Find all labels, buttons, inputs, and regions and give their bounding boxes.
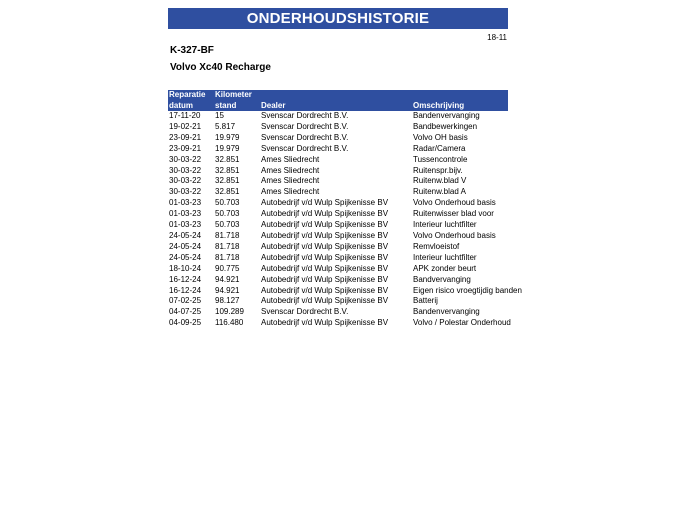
table-row <box>168 253 508 264</box>
header-blank-omschrijving <box>412 90 508 101</box>
cell-omschrijving: Tussencontrole <box>413 154 468 164</box>
cell-omschrijving: Volvo Onderhoud basis <box>413 230 496 240</box>
cell-dealer: Ames Sliedrecht <box>261 165 320 175</box>
cell-dealer: Autobedrijf v/d Wulp Spijkenisse BV <box>261 230 389 240</box>
cell-omschrijving: Eigen risico vroegtijdig banden <box>413 285 522 295</box>
table-row <box>168 231 508 242</box>
cell-omschrijving: Remvloeistof <box>413 241 460 251</box>
print-date: 18-11 <box>487 33 507 42</box>
cell-kilometerstand: 81.718 <box>215 241 240 251</box>
header-blank-dealer <box>260 90 412 101</box>
cell-datum: 16-12-24 <box>169 285 202 295</box>
header-kilometer: Kilometer <box>214 90 260 101</box>
license-plate: K-327-BF <box>170 45 214 56</box>
header-dealer: Dealer <box>260 101 412 112</box>
header-datum: datum <box>168 101 214 112</box>
cell-dealer: Autobedrijf v/d Wulp Spijkenisse BV <box>261 296 389 306</box>
cell-datum: 01-03-23 <box>169 209 202 219</box>
cell-datum: 30-03-22 <box>169 176 202 186</box>
cell-datum: 23-09-21 <box>169 132 202 142</box>
table-row <box>168 155 508 166</box>
table-row <box>168 144 508 155</box>
cell-omschrijving: Bandenvervanging <box>413 307 480 317</box>
cell-dealer: Svenscar Dordrecht B.V. <box>261 143 349 153</box>
cell-datum: 23-09-21 <box>169 143 202 153</box>
table-row <box>168 242 508 253</box>
cell-omschrijving: Ruitenw.blad V <box>413 176 467 186</box>
cell-datum: 24-05-24 <box>169 252 202 262</box>
cell-omschrijving: Radar/Camera <box>413 143 466 153</box>
table-row <box>168 318 508 329</box>
cell-dealer: Autobedrijf v/d Wulp Spijkenisse BV <box>261 274 389 284</box>
header-row-2 <box>168 101 508 112</box>
cell-kilometerstand: 94.921 <box>215 285 240 295</box>
cell-omschrijving: Bandvervanging <box>413 274 471 284</box>
cell-kilometerstand: 98.127 <box>215 296 240 306</box>
cell-kilometerstand: 81.718 <box>215 230 240 240</box>
cell-datum: 04-07-25 <box>169 307 202 317</box>
table-row <box>168 307 508 318</box>
cell-datum: 24-05-24 <box>169 230 202 240</box>
table-row <box>168 176 508 187</box>
cell-datum: 07-02-25 <box>169 296 202 306</box>
cell-dealer: Autobedrijf v/d Wulp Spijkenisse BV <box>261 198 389 208</box>
cell-kilometerstand: 94.921 <box>215 274 240 284</box>
cell-omschrijving: Bandenvervanging <box>413 111 480 120</box>
cell-dealer: Autobedrijf v/d Wulp Spijkenisse BV <box>261 220 389 230</box>
header-row-1 <box>168 90 508 101</box>
cell-omschrijving: Ruitenwisser blad voor <box>413 209 494 219</box>
cell-dealer: Svenscar Dordrecht B.V. <box>261 121 349 131</box>
table-row <box>168 209 508 220</box>
cell-datum: 30-03-22 <box>169 154 202 164</box>
cell-omschrijving: Volvo / Polestar Onderhoud <box>413 318 511 328</box>
table-row <box>168 122 508 133</box>
table-row <box>168 286 508 297</box>
cell-datum: 24-05-24 <box>169 241 202 251</box>
cell-kilometerstand: 32.851 <box>215 176 240 186</box>
header-omschrijving: Omschrijving <box>412 101 508 112</box>
maintenance-table-container <box>168 90 522 329</box>
cell-datum: 01-03-23 <box>169 220 202 230</box>
cell-omschrijving: Batterij <box>413 296 438 306</box>
cell-datum: 01-03-23 <box>169 198 202 208</box>
cell-dealer: Autobedrijf v/d Wulp Spijkenisse BV <box>261 209 389 219</box>
cell-omschrijving: Volvo Onderhoud basis <box>413 198 496 208</box>
cell-omschrijving: APK zonder beurt <box>413 263 477 273</box>
cell-kilometerstand: 19.979 <box>215 132 240 142</box>
cell-dealer: Ames Sliedrecht <box>261 154 320 164</box>
cell-omschrijving: Bandbewerkingen <box>413 121 478 131</box>
page-title: ONDERHOUDSHISTORIE <box>168 8 508 29</box>
table-row <box>168 111 508 122</box>
cell-dealer: Autobedrijf v/d Wulp Spijkenisse BV <box>261 241 389 251</box>
header-reparatie: Reparatie <box>168 90 214 101</box>
cell-datum: 17-11-20 <box>169 111 201 120</box>
cell-dealer: Ames Sliedrecht <box>261 187 320 197</box>
cell-kilometerstand: 32.851 <box>215 154 240 164</box>
cell-kilometerstand: 109.289 <box>215 307 244 317</box>
cell-kilometerstand: 81.718 <box>215 252 240 262</box>
cell-omschrijving: Interieur luchtfilter <box>413 252 477 262</box>
cell-kilometerstand: 50.703 <box>215 209 240 219</box>
cell-kilometerstand: 116.480 <box>215 318 244 328</box>
table-row <box>168 220 508 231</box>
cell-datum: 04-09-25 <box>169 318 202 328</box>
table-row <box>168 133 508 144</box>
cell-dealer: Svenscar Dordrecht B.V. <box>261 132 349 142</box>
cell-kilometerstand: 50.703 <box>215 220 240 230</box>
table-body <box>168 111 522 329</box>
cell-dealer: Autobedrijf v/d Wulp Spijkenisse BV <box>261 252 389 262</box>
table-row <box>168 275 508 286</box>
table-row <box>168 166 508 177</box>
cell-kilometerstand: 5.817 <box>215 121 236 131</box>
header-stand: stand <box>214 101 260 112</box>
cell-datum: 30-03-22 <box>169 187 202 197</box>
maintenance-table <box>168 90 522 329</box>
table-row <box>168 264 508 275</box>
table-row <box>168 187 508 198</box>
cell-datum: 19-02-21 <box>169 121 202 131</box>
cell-dealer: Ames Sliedrecht <box>261 176 320 186</box>
cell-kilometerstand: 90.775 <box>215 263 240 273</box>
table-row <box>168 198 508 209</box>
cell-dealer: Svenscar Dordrecht B.V. <box>261 111 349 120</box>
cell-omschrijving: Volvo OH basis <box>413 132 468 142</box>
cell-dealer: Autobedrijf v/d Wulp Spijkenisse BV <box>261 263 389 273</box>
vehicle-model: Volvo Xc40 Recharge <box>170 62 271 73</box>
cell-kilometerstand: 32.851 <box>215 187 240 197</box>
cell-kilometerstand: 15 <box>215 111 224 120</box>
cell-dealer: Svenscar Dordrecht B.V. <box>261 307 349 317</box>
table-row <box>168 296 508 307</box>
cell-omschrijving: Ruitenspr.bijv. <box>413 165 463 175</box>
cell-datum: 18-10-24 <box>169 263 202 273</box>
cell-omschrijving: Interieur luchtfilter <box>413 220 477 230</box>
cell-dealer: Autobedrijf v/d Wulp Spijkenisse BV <box>261 318 389 328</box>
table-header <box>168 90 508 111</box>
cell-datum: 16-12-24 <box>169 274 202 284</box>
cell-omschrijving: Ruitenw.blad A <box>413 187 466 197</box>
cell-dealer: Autobedrijf v/d Wulp Spijkenisse BV <box>261 285 389 295</box>
cell-kilometerstand: 32.851 <box>215 165 240 175</box>
cell-kilometerstand: 19.979 <box>215 143 240 153</box>
cell-kilometerstand: 50.703 <box>215 198 240 208</box>
cell-datum: 30-03-22 <box>169 165 202 175</box>
